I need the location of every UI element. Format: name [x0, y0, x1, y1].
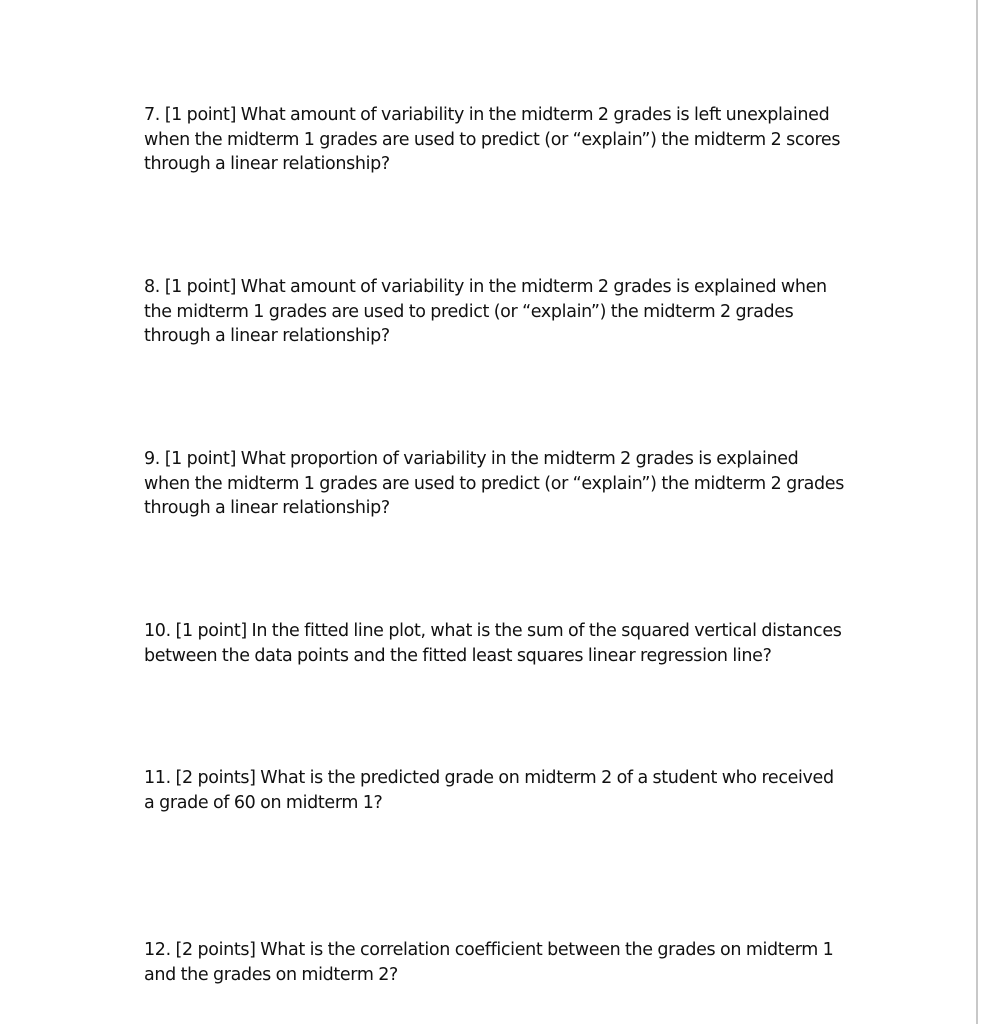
question-9: 9. [1 point] What proportion of variability in the midterm 2 grades is explained when the midterm 1 grades are used to predict (or “explain”) the midterm 2 grades through a linear relationship?: [144, 449, 844, 518]
question-7: 7. [1 point] What amount of variability in the midterm 2 grades is left unexplained when the midterm 1 grades are used to predict (or “explain”) the midterm 2 scores through a linear relationship?: [144, 105, 841, 174]
question-10: 10. [1 point] In the fitted line plot, what is the sum of the squared vertical distances between the data points and the fitted least squares linear regression line?: [144, 621, 842, 666]
question-11: 11. [2 points] What is the predicted grade on midterm 2 of a student who received a grade of 60 on midterm 1?: [144, 768, 834, 813]
question-8: 8. [1 point] What amount of variability in the midterm 2 grades is explained when the midterm 1 grades are used to predict (or “explain”) the midterm 2 grades through a linear relationship?: [144, 277, 827, 346]
question-12: 12. [2 points] What is the correlation coefficient between the grades on midterm 1 and the grades on midterm 2?: [144, 940, 834, 985]
